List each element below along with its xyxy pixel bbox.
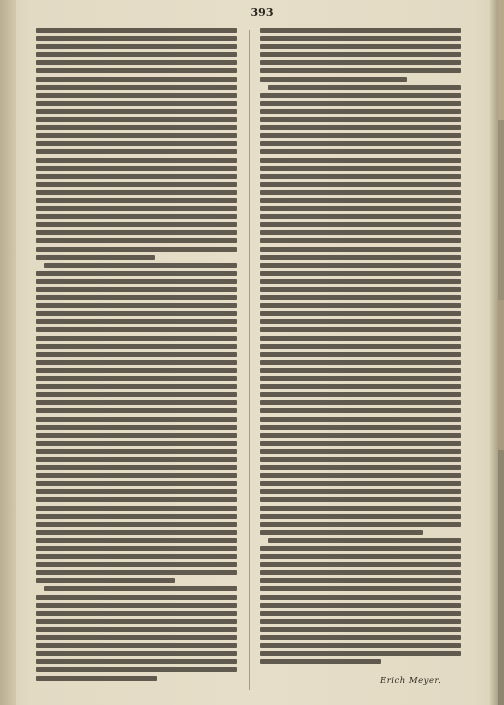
text-line-placeholder (260, 303, 461, 308)
text-line-placeholder (36, 52, 237, 57)
text-line-placeholder (260, 336, 461, 341)
text-line-placeholder (260, 489, 461, 494)
text-line-placeholder (36, 384, 237, 389)
text-line-placeholder (260, 158, 461, 163)
text-line-placeholder (260, 295, 461, 300)
edge-strip (498, 0, 504, 120)
text-line-placeholder (36, 578, 175, 583)
text-line-placeholder (36, 230, 237, 235)
text-line-placeholder (260, 141, 461, 146)
text-line-placeholder (36, 109, 237, 114)
text-line-placeholder (260, 384, 461, 389)
text-line-placeholder (36, 635, 237, 640)
text-line-placeholder (260, 368, 461, 373)
text-line-placeholder (36, 303, 237, 308)
text-line-placeholder (260, 206, 461, 211)
text-line-placeholder (36, 117, 237, 122)
text-line-placeholder (36, 667, 237, 672)
text-line-placeholder (260, 586, 461, 591)
text-line-placeholder (260, 408, 461, 413)
text-line-placeholder (260, 522, 461, 527)
text-line-placeholder (36, 611, 237, 616)
text-line-placeholder (36, 643, 237, 648)
text-line-placeholder (260, 230, 461, 235)
text-line-placeholder (260, 611, 461, 616)
text-line-placeholder (36, 295, 237, 300)
text-line-placeholder (260, 603, 461, 608)
text-line-placeholder (36, 417, 237, 422)
text-line-placeholder (260, 93, 461, 98)
text-line-placeholder (36, 279, 237, 284)
text-line-placeholder (36, 255, 155, 260)
text-line-placeholder (36, 619, 237, 624)
text-line-placeholder (260, 125, 461, 130)
text-line-placeholder (260, 627, 461, 632)
text-line-placeholder (36, 570, 237, 575)
text-line-placeholder (260, 530, 423, 535)
text-line-placeholder (36, 659, 237, 664)
text-column-right (260, 28, 461, 667)
text-line-placeholder (36, 85, 237, 90)
text-line-placeholder (260, 68, 461, 73)
text-line-placeholder (36, 319, 237, 324)
text-line-placeholder (260, 174, 461, 179)
text-line-placeholder (260, 651, 461, 656)
text-line-placeholder (36, 554, 237, 559)
text-line-placeholder (36, 190, 237, 195)
text-line-placeholder (260, 506, 461, 511)
text-line-placeholder (260, 392, 461, 397)
text-line-placeholder (36, 68, 237, 73)
text-line-placeholder (260, 287, 461, 292)
text-line-placeholder (260, 352, 461, 357)
text-line-placeholder (36, 514, 237, 519)
text-line-placeholder (260, 635, 461, 640)
text-line-placeholder (260, 619, 461, 624)
text-line-placeholder (36, 28, 237, 33)
text-line-placeholder (36, 287, 237, 292)
text-line-placeholder (260, 344, 461, 349)
text-line-placeholder (36, 522, 237, 527)
text-column-left (36, 28, 237, 684)
text-line-placeholder (260, 643, 461, 648)
text-line-placeholder (260, 271, 461, 276)
text-line-placeholder (36, 465, 237, 470)
text-line-placeholder (36, 182, 237, 187)
text-line-placeholder (36, 449, 237, 454)
text-line-placeholder (260, 465, 461, 470)
text-line-placeholder (36, 368, 237, 373)
text-line-placeholder (260, 60, 461, 65)
text-line-placeholder (36, 433, 237, 438)
text-line-placeholder (260, 473, 461, 478)
text-line-placeholder (260, 360, 461, 365)
text-line-placeholder (260, 497, 461, 502)
text-line-placeholder (36, 627, 237, 632)
text-line-placeholder (260, 570, 461, 575)
text-line-placeholder (36, 676, 157, 681)
text-line-placeholder (36, 441, 237, 446)
text-line-placeholder (36, 392, 237, 397)
edge-strip (498, 300, 504, 450)
text-line-placeholder (260, 28, 461, 33)
text-line-placeholder (260, 133, 461, 138)
text-line-placeholder (36, 400, 237, 405)
text-line-placeholder (260, 578, 461, 583)
text-line-placeholder (36, 311, 237, 316)
text-line-placeholder (36, 44, 237, 49)
text-line-placeholder (44, 586, 237, 591)
text-line-placeholder (260, 457, 461, 462)
text-line-placeholder (36, 562, 237, 567)
text-line-placeholder (260, 481, 461, 486)
text-line-placeholder (260, 433, 461, 438)
text-line-placeholder (260, 109, 461, 114)
text-line-placeholder (36, 360, 237, 365)
text-line-placeholder (36, 595, 237, 600)
text-line-placeholder (260, 117, 461, 122)
text-line-placeholder (260, 44, 461, 49)
text-line-placeholder (36, 408, 237, 413)
text-line-placeholder (260, 52, 461, 57)
text-line-placeholder (36, 174, 237, 179)
text-line-placeholder (36, 214, 237, 219)
page-edge (490, 0, 504, 705)
text-line-placeholder (260, 441, 461, 446)
text-line-placeholder (260, 190, 461, 195)
text-line-placeholder (260, 311, 461, 316)
text-line-placeholder (36, 506, 237, 511)
text-line-placeholder (260, 77, 407, 82)
text-line-placeholder (36, 222, 237, 227)
text-line-placeholder (36, 36, 237, 41)
page-number: 393 (250, 6, 274, 19)
text-line-placeholder (260, 149, 461, 154)
text-line-placeholder (260, 514, 461, 519)
author-signature: Erich Meyer. (380, 676, 442, 686)
text-line-placeholder (260, 247, 461, 252)
text-line-placeholder (260, 554, 461, 559)
text-line-placeholder (36, 352, 237, 357)
text-line-placeholder (36, 141, 237, 146)
text-line-placeholder (260, 376, 461, 381)
text-line-placeholder (36, 473, 237, 478)
text-line-placeholder (36, 247, 237, 252)
text-line-placeholder (36, 336, 237, 341)
column-rule (249, 30, 250, 690)
text-line-placeholder (260, 449, 461, 454)
text-line-placeholder (36, 101, 237, 106)
text-line-placeholder (36, 149, 237, 154)
edge-strip (498, 450, 504, 705)
text-line-placeholder (260, 255, 461, 260)
text-line-placeholder (36, 77, 237, 82)
text-line-placeholder (36, 93, 237, 98)
text-line-placeholder (260, 198, 461, 203)
text-line-placeholder (260, 400, 461, 405)
text-line-placeholder (260, 166, 461, 171)
text-line-placeholder (260, 659, 381, 664)
text-line-placeholder (36, 238, 237, 243)
edge-strip (498, 120, 504, 300)
text-line-placeholder (260, 101, 461, 106)
text-line-placeholder (36, 344, 237, 349)
text-line-placeholder (260, 319, 461, 324)
text-line-placeholder (36, 327, 237, 332)
text-line-placeholder (36, 166, 237, 171)
text-line-placeholder (44, 263, 237, 268)
text-line-placeholder (268, 85, 461, 90)
text-line-placeholder (260, 238, 461, 243)
text-line-placeholder (36, 271, 237, 276)
page-gutter (0, 0, 16, 705)
text-line-placeholder (36, 603, 237, 608)
text-line-placeholder (36, 538, 237, 543)
text-line-placeholder (260, 36, 461, 41)
text-line-placeholder (36, 425, 237, 430)
text-line-placeholder (36, 158, 237, 163)
text-line-placeholder (260, 417, 461, 422)
text-line-placeholder (36, 489, 237, 494)
text-line-placeholder (260, 595, 461, 600)
text-line-placeholder (36, 198, 237, 203)
text-line-placeholder (260, 222, 461, 227)
text-line-placeholder (36, 133, 237, 138)
text-line-placeholder (36, 60, 237, 65)
text-line-placeholder (36, 481, 237, 486)
text-line-placeholder (260, 182, 461, 187)
text-line-placeholder (260, 327, 461, 332)
text-line-placeholder (260, 546, 461, 551)
text-line-placeholder (36, 206, 237, 211)
text-line-placeholder (260, 562, 461, 567)
text-line-placeholder (36, 651, 237, 656)
text-line-placeholder (260, 263, 461, 268)
text-line-placeholder (268, 538, 461, 543)
text-line-placeholder (36, 530, 237, 535)
text-line-placeholder (36, 125, 237, 130)
text-line-placeholder (36, 457, 237, 462)
text-line-placeholder (36, 497, 237, 502)
text-line-placeholder (260, 425, 461, 430)
text-line-placeholder (36, 546, 237, 551)
text-line-placeholder (260, 279, 461, 284)
text-line-placeholder (36, 376, 237, 381)
text-line-placeholder (260, 214, 461, 219)
